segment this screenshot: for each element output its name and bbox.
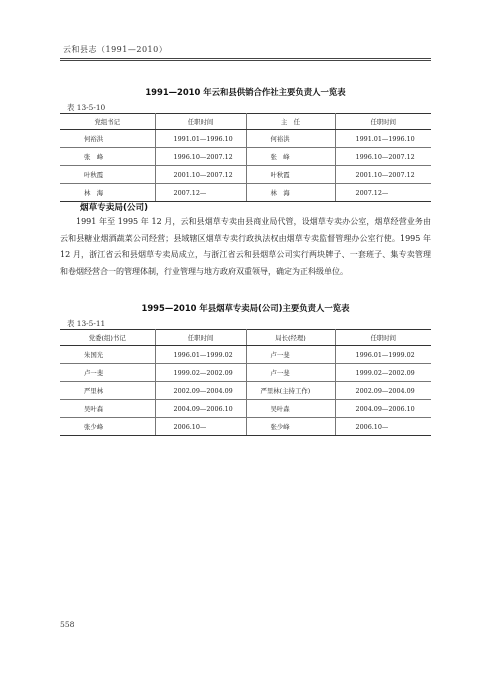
table-row [60, 382, 431, 400]
table2-header-cell: 局长(经理) [246, 330, 335, 346]
table-cell: 1999.02—2002.09 [155, 364, 246, 382]
table-cell: 1991.01—1996.10 [335, 130, 431, 148]
table-cell: 2004.09—2006.10 [155, 400, 246, 418]
table2-header-cell: 任职时间 [335, 330, 431, 346]
table-cell: 严里林(主持工作) [246, 382, 335, 400]
table-cell: 吴叶森 [60, 400, 155, 418]
header-rule-thin [60, 60, 431, 61]
table-row [60, 148, 431, 166]
running-header: 云和县志（1991—2010） [63, 45, 168, 54]
table1-header-cell: 党组书记 [60, 114, 155, 130]
table-row [60, 184, 431, 202]
table-cell: 叶秋霞 [60, 166, 155, 184]
table1 [60, 113, 431, 202]
table-cell: 1996.01—1999.02 [335, 346, 431, 364]
table-cell: 2007.12— [155, 184, 246, 202]
table-cell: 吴叶森 [246, 400, 335, 418]
table-cell: 张 峰 [60, 148, 155, 166]
table-cell: 卢一斐 [246, 346, 335, 364]
table2 [60, 329, 431, 436]
table-cell: 叶秋霞 [246, 166, 335, 184]
table-cell: 林 海 [60, 184, 155, 202]
page-number: 558 [60, 620, 75, 629]
section-title: 烟草专卖局(公司) [80, 203, 149, 213]
paragraph: 1991 年至 1995 年 12 月，云和县烟草专卖由县商业局代管，设烟草专卖办公室，烟草经营业务由云和县糖业烟酒蔬菜公司经营；县域辖区烟草专卖行政执法权由烟草专卖监督管理办公室行使。1995 年 12 月，浙江省云和县烟草专卖局成立，与浙江省云和县烟草公司实行两块牌子、一套班子、集专卖管理和卷烟经营合一的管理体制，行业管理与地方政府双重领导，确定为正科级单位。 [60, 217, 431, 276]
table-cell: 1996.10—2007.12 [335, 148, 431, 166]
table-cell: 2002.09—2004.09 [335, 382, 431, 400]
table-cell: 张少峰 [246, 418, 335, 436]
table-cell: 2006.10— [335, 418, 431, 436]
table-row [60, 418, 431, 436]
table-cell: 2006.10— [155, 418, 246, 436]
table-cell: 2007.12— [335, 184, 431, 202]
table-row [60, 346, 431, 364]
table2-header-cell: 党委(组)书记 [60, 330, 155, 346]
table-row [60, 130, 431, 148]
table-cell: 张少峰 [60, 418, 155, 436]
table2-header-cell: 任职时间 [155, 330, 246, 346]
table-row [60, 400, 431, 418]
table-cell: 张 峰 [246, 148, 335, 166]
table-cell: 1996.10—2007.12 [155, 148, 246, 166]
table1-header-cell: 任职时间 [335, 114, 431, 130]
table1-title: 1991—2010 年云和县供销合作社主要负责人一览表 [145, 87, 346, 97]
table1-header-row [60, 114, 431, 130]
table-cell: 2004.09—2006.10 [335, 400, 431, 418]
table2-header-row [60, 330, 431, 346]
table-cell: 卢一斐 [60, 364, 155, 382]
table-cell: 1991.01—1996.10 [155, 130, 246, 148]
table-row [60, 166, 431, 184]
table-cell: 2001.10—2007.12 [155, 166, 246, 184]
table-cell: 严里林 [60, 382, 155, 400]
table-cell: 朱国光 [60, 346, 155, 364]
header-rule [60, 58, 431, 59]
table-row [60, 364, 431, 382]
table-cell: 卢一斐 [246, 364, 335, 382]
table-cell: 2001.10—2007.12 [335, 166, 431, 184]
table-cell: 1996.01—1999.02 [155, 346, 246, 364]
table1-number: 表 13-5-10 [67, 103, 106, 112]
table-cell: 1999.02—2002.09 [335, 364, 431, 382]
section-body [60, 214, 431, 280]
table-cell: 2002.09—2004.09 [155, 382, 246, 400]
table2-title: 1995—2010 年县烟草专卖局(公司)主要负责人一览表 [141, 303, 350, 313]
table1-header-cell: 主 任 [246, 114, 335, 130]
table2-number: 表 13-5-11 [67, 319, 106, 328]
table-cell: 何裕洪 [246, 130, 335, 148]
table-cell: 林 海 [246, 184, 335, 202]
table1-header-cell: 任职时间 [155, 114, 246, 130]
table-cell: 何裕洪 [60, 130, 155, 148]
